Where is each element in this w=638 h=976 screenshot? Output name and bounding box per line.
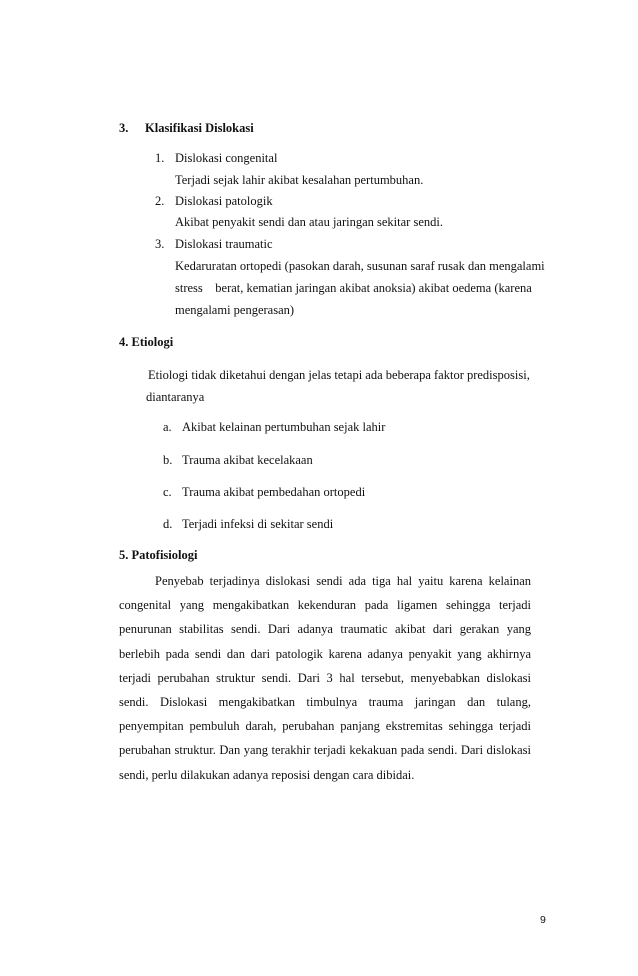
- list-item-text: Trauma akibat pembedahan ortopedi: [182, 485, 366, 499]
- list-item: [163, 453, 313, 468]
- section-5-heading: 5. Patofisiologi: [119, 548, 198, 562]
- list-item: [163, 420, 385, 435]
- list-item: [155, 151, 277, 166]
- list-item: [155, 237, 273, 252]
- section-3-number: 3.: [119, 121, 129, 135]
- list-item-description: Kedaruratan ortopedi (pasokan darah, susunan saraf rusak dan mengalami: [175, 259, 545, 273]
- list-item: [163, 485, 365, 500]
- list-item-description: Terjadi sejak lahir akibat kesalahan pertumbuhan.: [175, 173, 424, 187]
- list-item-letter: a.: [163, 420, 172, 434]
- section-3-title: Klasifikasi Dislokasi: [145, 121, 254, 135]
- list-item-label: Dislokasi congenital: [175, 151, 278, 165]
- list-item-text: Trauma akibat kecelakaan: [182, 453, 313, 467]
- list-item-description: Akibat penyakit sendi dan atau jaringan sekitar sendi.: [175, 215, 443, 229]
- list-item-text: Terjadi infeksi di sekitar sendi: [182, 517, 334, 531]
- section-5-paragraph: Penyebab terjadinya dislokasi sendi ada tiga hal yaitu karena kelainan congenital yang mengakibatkan kekenduran pada ligamen sehingga terjadi penurunan stabilitas sendi. Dari adanya traumatic akibat dari gerakan yang berlebih pada sendi dan dari patologik karena adanya penyakit yang akhirnya terjadi perubahan struktur sendi. Dari 3 hal tersebut, menyebabkan dislokasi sendi. Dislokasi mengakibatkan timbulnya trauma jaringan dan tulang, penyempitan pembuluh darah, perubahan panjang ekstremitas sehingga terjadi perubahan struktur. Dan yang terakhir terjadi kekakuan pada sendi. Dari dislokasi sendi, perlu dilakukan adanya reposisi dengan cara dibidai.: [119, 574, 531, 782]
- section-4-heading: 4. Etiologi: [119, 335, 174, 349]
- list-item-description: mengalami pengerasan): [175, 303, 295, 317]
- list-item-text: Akibat kelainan pertumbuhan sejak lahir: [182, 420, 386, 434]
- list-item-letter: d.: [163, 517, 173, 531]
- list-item: [163, 517, 333, 532]
- list-item-letter: c.: [163, 485, 172, 499]
- list-item: [155, 194, 273, 209]
- list-item-number: 2.: [155, 194, 165, 208]
- list-item-number: 1.: [155, 151, 165, 165]
- section-4-intro-line: diantaranya: [146, 390, 205, 404]
- list-item-description: stress berat, kematian jaringan akibat anoksia) akibat oedema (karena: [175, 281, 532, 295]
- list-item-label: Dislokasi traumatic: [175, 237, 273, 251]
- page-number: 9: [540, 914, 546, 926]
- section-3-heading: [119, 121, 254, 136]
- list-item-number: 3.: [155, 237, 165, 251]
- list-item-label: Dislokasi patologik: [175, 194, 273, 208]
- section-4-intro-line: Etiologi tidak diketahui dengan jelas tetapi ada beberapa faktor predisposisi,: [148, 368, 530, 382]
- list-item-letter: b.: [163, 453, 173, 467]
